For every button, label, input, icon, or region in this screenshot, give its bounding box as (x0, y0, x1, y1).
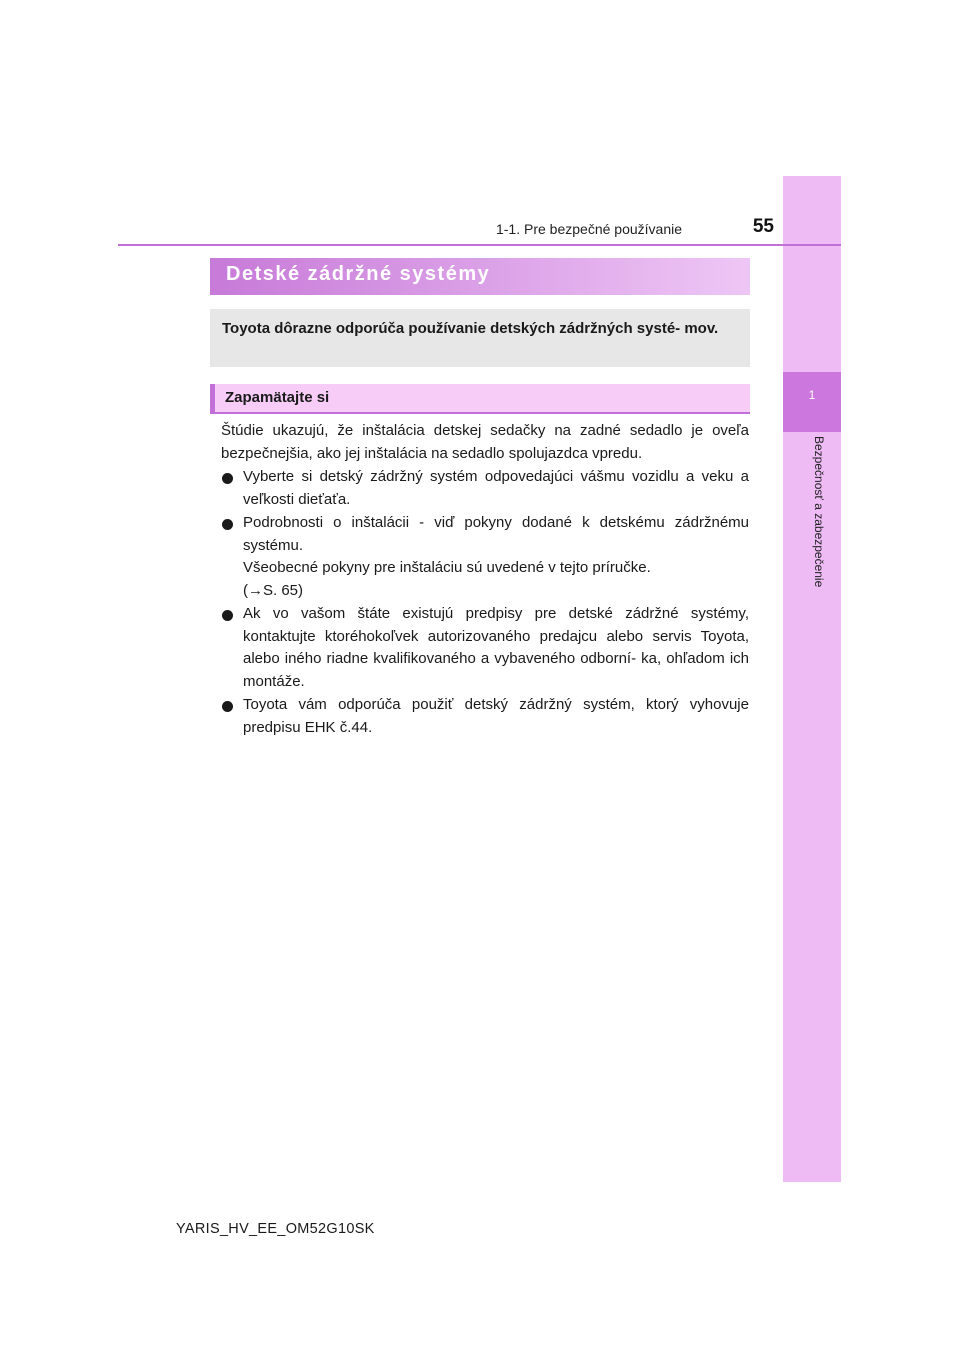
header-divider (118, 244, 841, 246)
note-accent-bar (210, 384, 215, 412)
bullet-dot-icon (222, 519, 233, 530)
bullet-text: Všeobecné pokyny pre inštaláciu sú uvedené v tejto príručke. (243, 559, 651, 576)
bullet-text: Podrobnosti o inštalácii - viď pokyny dodané k detskému zádržnému systému. (243, 514, 749, 554)
note-body (221, 420, 749, 739)
bullet-text: Ak vo vašom štáte existujú predpisy pre detské zádržné systémy, kontaktujte ktoréhokoľvek autorizovaného predajcu alebo servis Toyota, alebo iného riadne kvalifikovaného a vybaveného odborní- ka, ohľadom ich montáže. (243, 605, 749, 690)
bullet-text: Vyberte si detský zádržný systém odpovedajúci vášmu vozidlu a veku a veľkosti dieťaťa. (243, 468, 749, 508)
chapter-tab-active[interactable] (783, 372, 841, 432)
bullet-dot-icon (222, 473, 233, 484)
page-reference-link[interactable]: (→S. 65) (243, 581, 304, 599)
bullet-text: Toyota vám odporúča použiť detský zádržný systém, ktorý vyhovuje predpisu EHK č.44. (243, 696, 749, 736)
intro-text: Toyota dôrazne odporúča používanie detských zádržných systé- mov. (222, 320, 719, 337)
footer-document-code: YARIS_HV_EE_OM52G10SK (176, 1221, 375, 1237)
chapter-side-tab (783, 176, 841, 1182)
bullet-item (221, 512, 749, 602)
bullet-item (221, 694, 749, 739)
section-title: Detské zádržné systémy (226, 263, 491, 285)
intro-box (210, 309, 750, 367)
bullet-item (221, 466, 749, 511)
page-number: 55 (752, 216, 774, 237)
section-heading-bar (210, 258, 750, 295)
bullet-item (221, 603, 749, 693)
note-title: Zapamätajte si (225, 389, 330, 406)
note-paragraph: Štúdie ukazujú, že inštalácia detskej sedačky na zadné sedadlo je oveľa bezpečnejšia, ako jej inštalácia na sedadlo spolujazdca vpredu. (221, 422, 749, 462)
header-section-title: 1-1. Pre bezpečné používanie (495, 221, 682, 237)
chapter-title: Bezpečnosť a zabezpečenie (812, 436, 826, 588)
bullet-dot-icon (222, 610, 233, 621)
note-heading-box (210, 384, 750, 414)
chapter-number: 1 (808, 388, 816, 402)
bullet-dot-icon (222, 701, 233, 712)
